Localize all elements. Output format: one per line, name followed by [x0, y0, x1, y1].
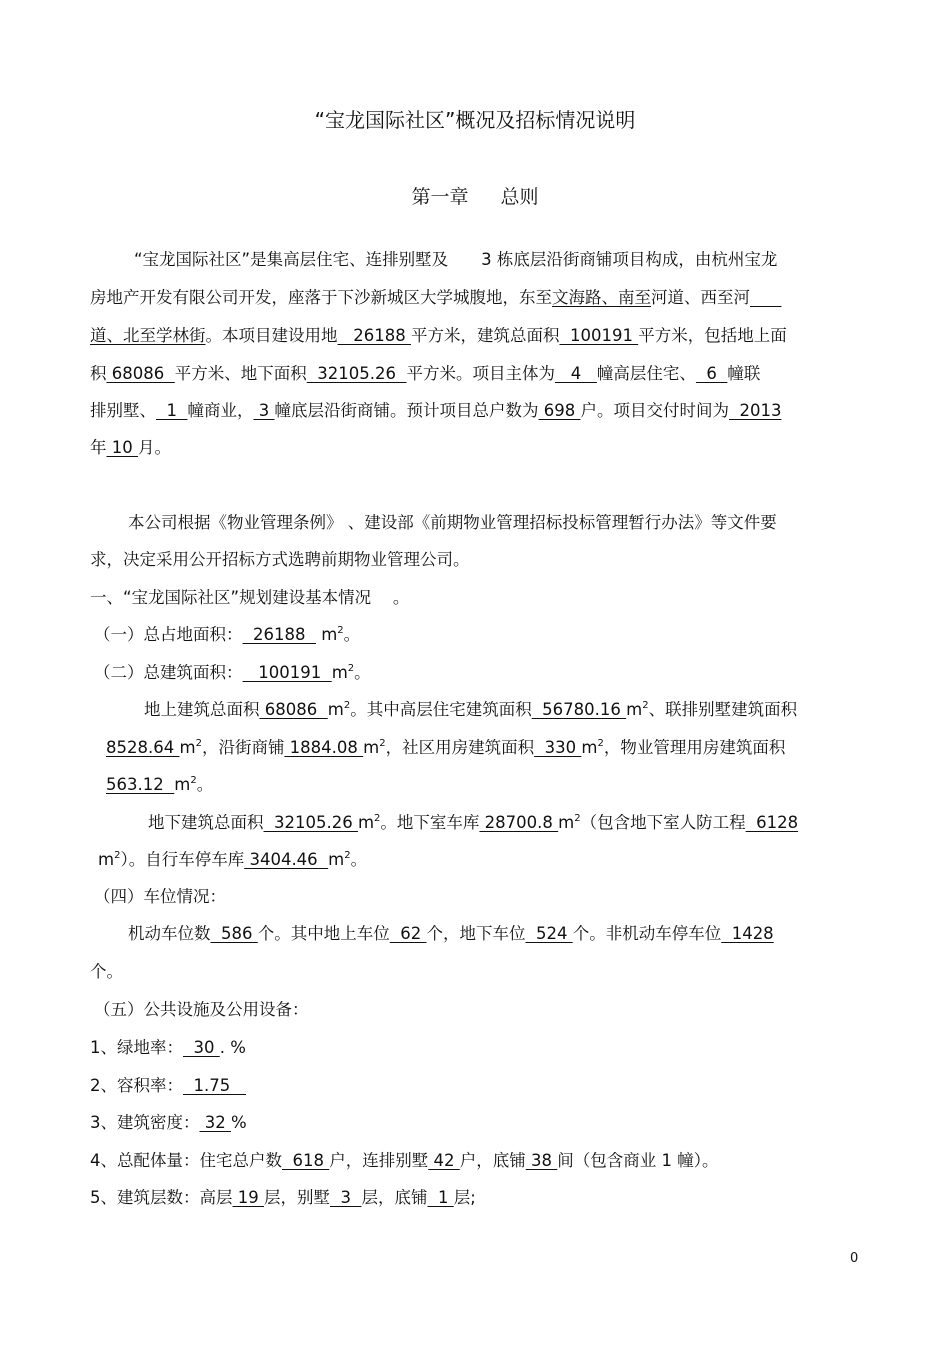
- intro-line-1: “宝龙国际社区”是集高层住宅、连排别墅及 3 栋底层沿街商铺项目构成，由杭州宝龙: [134, 250, 778, 269]
- basis-line-1: 本公司根据《物业管理条例》 、建设部《前期物业管理招标投标管理暂行办法》等文件要: [128, 513, 777, 532]
- parking-heading: （四）车位情况：: [94, 887, 226, 906]
- green-ratio: 1、绿地率： 30 . %: [90, 1038, 246, 1057]
- total-area-value: 100191: [559, 326, 639, 345]
- floor-area-ratio: 2、容积率： 1.75: [90, 1076, 246, 1095]
- chapter-number: 第一章: [411, 186, 469, 208]
- total-capacity: 4、总配体量：住宅总户数 618 户，连排别墅 42 户，底铺 38 间（包含商业 1 幢）。: [90, 1151, 719, 1170]
- building-floors: 5、建筑层数：高层 19 层，别墅 3 层，底铺 1 层;: [90, 1188, 476, 1207]
- parking-line-2: 个。: [90, 962, 123, 981]
- above-ground-line-1: 地上建筑总面积 68086 $m^2$。其中高层住宅建筑面积 56780.16 $m^2$、联排别墅建筑面积: [144, 700, 798, 719]
- intro-line-2: 房地产开发有限公司开发，座落于下沙新城区大学城腹地，东至文海路、南至河道、西至河: [90, 288, 750, 307]
- parking-line-1: 机动车位数 586 个。其中地上车位 62 个，地下车位 524 个。非机动车停车位 1428: [128, 924, 774, 943]
- document-title: “宝龙国际社区”概况及招标情况说明: [314, 108, 636, 132]
- total-building-area: （二）总建筑面积： 100191 $m^2$。: [94, 663, 371, 682]
- underground-line-1: 地下建筑总面积 32105.26 $m^2$。地下室车库 28700.8 $m^2$（包含地下室人防工程 6128: [148, 813, 799, 832]
- intro-line-3: 道、北至学林街。本项目建设用地 26188 平方米，建筑总面积 100191 平方米，包括地上面: [90, 326, 787, 345]
- facilities-heading: （五）公共设施及公用设备：: [94, 1000, 309, 1019]
- section-1-heading: 一、“宝龙国际社区”规划建设基本情况 。: [90, 588, 410, 607]
- above-ground-line-3: 563.12 $m^2$。: [106, 775, 214, 794]
- building-density: 3、建筑密度： 32 %: [90, 1113, 247, 1132]
- intro-line-5: 排别墅、 1 幢商业， 3 幢底层沿街商铺。预计项目总户数为 698 户。项目交付时间为 2013: [90, 401, 782, 420]
- chapter-heading: [0, 182, 950, 209]
- above-ground-line-2: 8528.64 $m^2$，沿街商铺 1884.08 $m^2$，社区用房建筑面积 330 $m^2$，物业管理用房建筑面积: [106, 738, 786, 757]
- page-number: 0: [850, 1251, 859, 1266]
- chapter-name: 总则: [500, 186, 539, 208]
- underground-line-2: $m^2$）。自行车停车库 3404.46 $m^2$。: [98, 850, 368, 869]
- basis-line-2: 求，决定采用公开招标方式选聘前期物业管理公司。: [90, 550, 470, 569]
- total-land-area: （一）总占地面积： 26188 $m^2$。: [94, 625, 361, 644]
- intro-line-6: 年 10 月。: [90, 438, 171, 457]
- intro-line-4: 积 68086 平方米、地下面积 32105.26 平方米。项目主体为 4 幢高层住宅、 6 幢联: [90, 364, 761, 383]
- land-area-value: 26188: [337, 326, 411, 345]
